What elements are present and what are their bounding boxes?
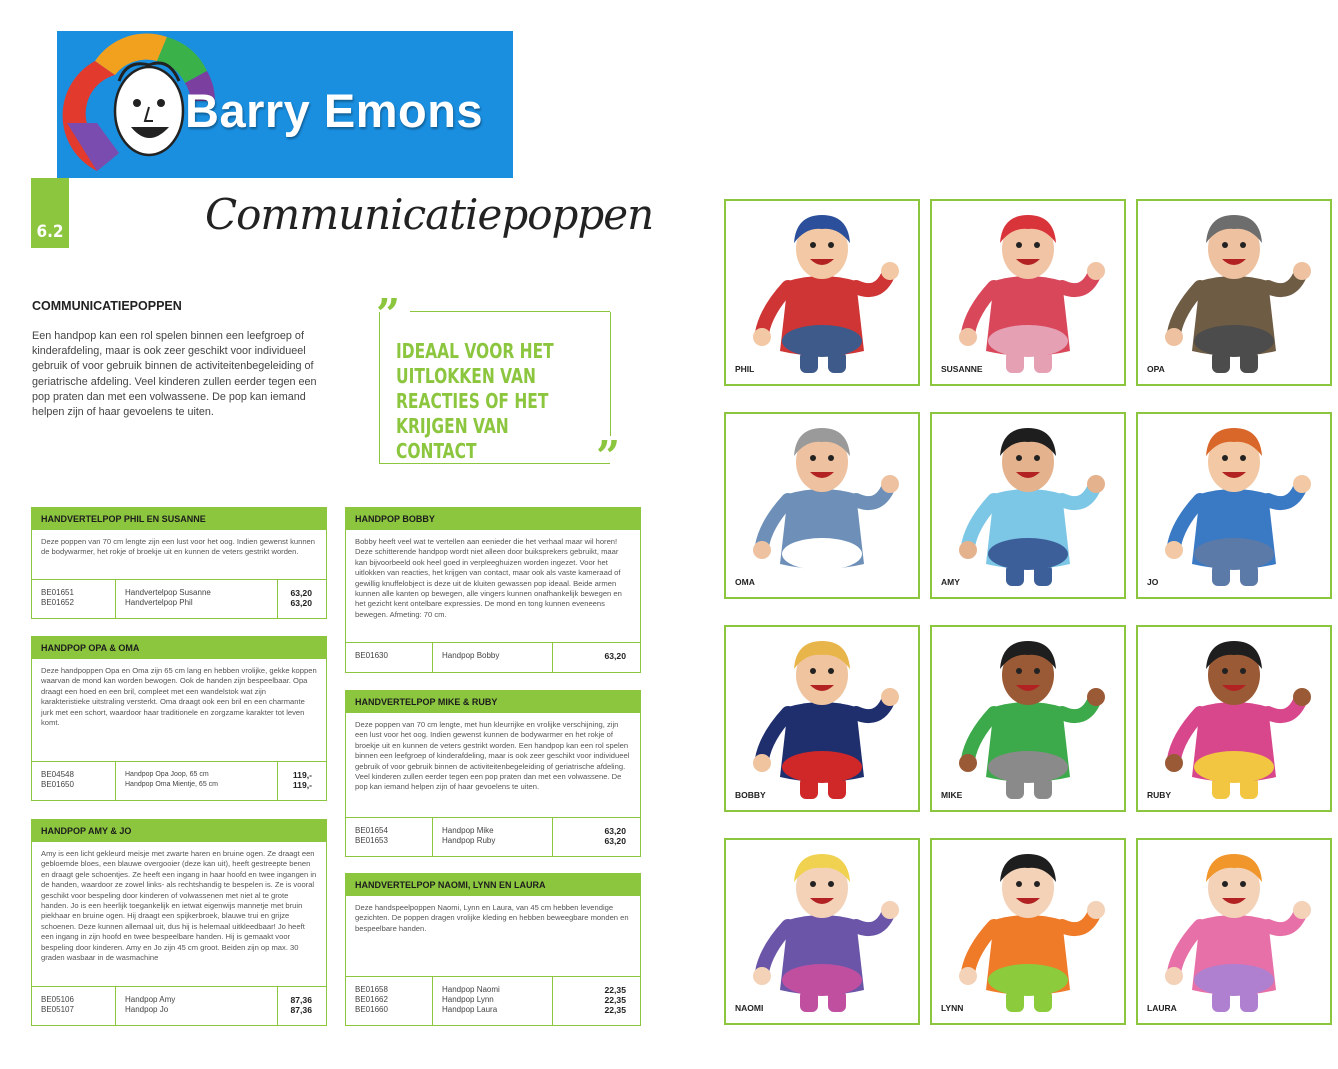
- price-table: [346, 976, 640, 1025]
- puppet-illustration: [1138, 414, 1330, 597]
- puppet-name: RUBY: [1147, 790, 1172, 800]
- puppet-tile-laura[interactable]: [1136, 838, 1332, 1025]
- logo-wordmark: Barry Emons: [185, 84, 484, 137]
- product-code: BE01658: [355, 985, 388, 994]
- product-price: 119,-: [292, 770, 312, 780]
- price-table: [346, 817, 640, 856]
- product-code: BE01653: [355, 836, 388, 846]
- puppet-name: JO: [1147, 577, 1159, 587]
- card-title: HANDPOP OPA & OMA: [32, 637, 326, 659]
- price-table: [32, 579, 326, 618]
- puppet-name: MIKE: [941, 790, 963, 800]
- puppet-illustration: [932, 201, 1124, 384]
- puppet-tile-amy[interactable]: [930, 412, 1126, 599]
- product-code: BE04548: [41, 770, 74, 779]
- intro-paragraph: Een handpop kan een rol spelen binnen een leefgroep of kinderafdeling, maar is ook zeer geschikt voor individueel gebruik of voor gebruik binnen de activiteitenbegeleiding of geriatrische afdeling. Veel kinderen zullen eerder tegen een pop praten dan met een volwassene. De pop kan iemand helpen zijn of haar gevoelens te uiten.: [32, 330, 317, 419]
- product-name: Handpop Oma Mientje, 65 cm: [125, 781, 218, 789]
- product-price: 63,20: [290, 588, 312, 598]
- card-description: Deze handpoppen Opa en Oma zijn 65 cm lang en hebben vrolijke, gekke koppen waarvan de mond kan worden bewogen. Ook de handen zijn bespeelbaar. Opa draagt een hoed en een bril, compleet met een wandelstok wat zijn karakteristieke uitstraling versterkt. Oma draagt ook een bril en een charmante jurk met een schort, waardoor haar traditionele en zorgzame karakter tot leven komt.: [41, 666, 317, 728]
- puppet-tile-ruby[interactable]: [1136, 625, 1332, 812]
- puppet-illustration: [932, 840, 1124, 1023]
- brand-logo[interactable]: [57, 31, 513, 178]
- page-title: Communicatiepoppen: [205, 190, 654, 239]
- chapter-tab: [31, 178, 69, 248]
- section-heading: COMMUNICATIEPOPPEN: [32, 299, 182, 313]
- product-name: Handpop Jo: [125, 1005, 169, 1015]
- card-title: HANDVERTELPOP NAOMI, LYNN EN LAURA: [346, 874, 640, 896]
- puppet-name: NAOMI: [735, 1003, 764, 1013]
- puppet-tile-mike[interactable]: [930, 625, 1126, 812]
- puppet-illustration: [1138, 627, 1330, 810]
- product-name: Handvertelpop Susanne: [125, 588, 211, 597]
- puppet-illustration: [1138, 840, 1330, 1023]
- product-price: 87,36: [290, 1005, 312, 1016]
- product-code: BE01652: [41, 598, 74, 608]
- puppet-illustration: [932, 414, 1124, 597]
- product-name: Handpop Opa Joop, 65 cm: [125, 771, 209, 778]
- card-description: Bobby heeft veel wat te vertellen aan eenieder die het verhaal maar wil horen! Deze schitterende handpop wordt niet alleen door buiksprekers gebruikt, maar kan bijvoorbeeld ook heel goed in verpleeghuizen worden ingezet. Voor het uitlokken van reacties, het krijgen van contact, maar ook als vaste kameraad of gewillig knuffelobject is deze uit de kluiten gewassen pop ideaal. Beide armen kunnen alle kanten op bewegen, alle vingers kunnen onafhankelijk bewegen en het gezicht kent ontelbare expressies. De mond en tong kunnen eveneens bewegen. Afmeting: 70 cm.: [355, 537, 622, 619]
- puppet-name: LAURA: [1147, 1003, 1177, 1013]
- product-card-naomi-lynn-laura: [345, 873, 641, 1026]
- puppet-name: AMY: [941, 577, 960, 587]
- price-table: [32, 986, 326, 1025]
- product-code: BE01662: [355, 995, 388, 1005]
- product-price: 119,-: [292, 780, 312, 791]
- puppet-tile-susanne[interactable]: [930, 199, 1126, 386]
- puppet-illustration: [726, 627, 918, 810]
- chapter-number: 6.2: [36, 222, 64, 242]
- puppet-tile-naomi[interactable]: [724, 838, 920, 1025]
- puppet-illustration: [932, 627, 1124, 810]
- product-card-opa-oma: [31, 636, 327, 801]
- puppet-tile-jo[interactable]: [1136, 412, 1332, 599]
- puppet-tile-bobby[interactable]: [724, 625, 920, 812]
- product-code: BE01660: [355, 1005, 388, 1015]
- product-code: BE01654: [355, 826, 388, 835]
- card-description: Deze poppen van 70 cm lengte, met hun kleurrijke en vrolijke verschijning, zijn een lust voor het oog. Indien gewenst kunnen de bodywarmer en het rokje of broekje uit en kunnen de veters gestrikt worden. Een handpop kan een rol spelen binnen een leefgroep of kinderafdeling, maar is ook zeer geschikt voor individueel gebruik of voor gebruik binnen de activiteitenbegeleiding of geriatrische afdeling. Veel kinderen zullen eerder tegen een pop praten dan met een volwassene. De pop kan iemand helpen zijn of haar gevoelens te uiten.: [355, 720, 630, 792]
- card-description: Deze poppen van 70 cm lengte zijn een lust voor het oog. Indien gewenst kunnen de bodywarmer, het rokje of broekje uit en kunnen de veters gestrikt worden.: [41, 537, 315, 557]
- puppet-tile-lynn[interactable]: [930, 838, 1126, 1025]
- product-code: BE01630: [355, 651, 388, 660]
- puppet-name: BOBBY: [735, 790, 766, 800]
- product-code: BE05107: [41, 1005, 74, 1015]
- product-card-phil-susanne: [31, 507, 327, 619]
- quote-open-icon: ”: [376, 290, 401, 339]
- quote-close-icon: ”: [596, 432, 621, 481]
- puppet-tile-opa[interactable]: [1136, 199, 1332, 386]
- product-code: BE01650: [41, 780, 74, 790]
- puppet-name: OPA: [1147, 364, 1165, 374]
- product-code: BE05106: [41, 995, 74, 1004]
- puppet-illustration: [726, 414, 918, 597]
- price-table: [32, 761, 326, 800]
- product-price: 22,35: [604, 995, 626, 1006]
- product-price: 22,35: [604, 985, 626, 995]
- puppet-name: SUSANNE: [941, 364, 983, 374]
- product-name: Handpop Mike: [442, 826, 494, 835]
- product-card-amy-jo: [31, 819, 327, 1026]
- product-price: 63,20: [604, 826, 626, 836]
- price-table: [346, 642, 640, 672]
- puppet-illustration: [726, 201, 918, 384]
- puppet-name: LYNN: [941, 1003, 964, 1013]
- product-card-bobby: [345, 507, 641, 673]
- puppet-illustration: [1138, 201, 1330, 384]
- puppet-tile-oma[interactable]: [724, 412, 920, 599]
- card-title: HANDVERTELPOP PHIL EN SUSANNE: [32, 508, 326, 530]
- product-name: Handvertelpop Phil: [125, 598, 193, 608]
- puppet-name: OMA: [735, 577, 755, 587]
- product-price: 63,20: [604, 836, 626, 847]
- card-title: HANDVERTELPOP MIKE & RUBY: [346, 691, 640, 713]
- pull-quote: IDEAAL VOOR HET UITLOKKEN VAN REACTIES OF HET KRIJGEN VAN CONTACT: [396, 339, 554, 463]
- puppet-name: PHIL: [735, 364, 755, 374]
- product-name: Handpop Naomi: [442, 985, 500, 994]
- card-title: HANDPOP BOBBY: [346, 508, 640, 530]
- product-price: 63,20: [290, 598, 312, 609]
- card-title: HANDPOP AMY & JO: [32, 820, 326, 842]
- product-name: Handpop Lynn: [442, 995, 494, 1005]
- product-code: BE01651: [41, 588, 74, 597]
- product-price: 87,36: [290, 995, 312, 1005]
- product-name: Handpop Laura: [442, 1005, 498, 1015]
- product-price: 22,35: [604, 1005, 626, 1016]
- card-description: Deze handspeelpoppen Naomi, Lynn en Laura, van 45 cm hebben levendige gezichten. De poppen dragen vrolijke kleding en hebben beweegbare monden en bespeelbare handen.: [355, 903, 629, 933]
- product-price: 63,20: [604, 651, 626, 661]
- card-description: Amy is een licht gekleurd meisje met zwarte haren en bruine ogen. Ze draagt een gebloemde bloes, een blauwe overgooier (deze kan uit), heeft gestreepte benen en draagt gele schoentjes. Ze heeft een ingang in haar hoofd en twee ingangen in de handen, waardoor ze zowel links- als rechtshandig te bespelen is. Ze is vooral geschikt voor bespeling door kinderen of volwassenen met niet al te grote handen. Jo is een heerlijk toegankelijk en ietwat eigenwijs mannetje met bruin piekhaar en bruine ogen. Hij draagt een spijkerbroek, blauwe trui en grijze schoenen. Deze kunnen allemaal uit, dus hij is helemaal uitkleedbaar! Jo heeft een ingang in zijn hoofd en twee bespeelbare handen. Hij is gemaakt voor bespeling door kinderen. Amy en Jo zijn 45 cm groot. Beiden zijn op max. 30 graden wasbaar in de wasmachine: [41, 849, 317, 963]
- product-name: Handpop Ruby: [442, 836, 496, 846]
- puppet-illustration: [726, 840, 918, 1023]
- puppet-tile-phil[interactable]: [724, 199, 920, 386]
- product-name: Handpop Bobby: [442, 651, 500, 660]
- product-card-mike-ruby: [345, 690, 641, 857]
- product-name: Handpop Amy: [125, 995, 176, 1004]
